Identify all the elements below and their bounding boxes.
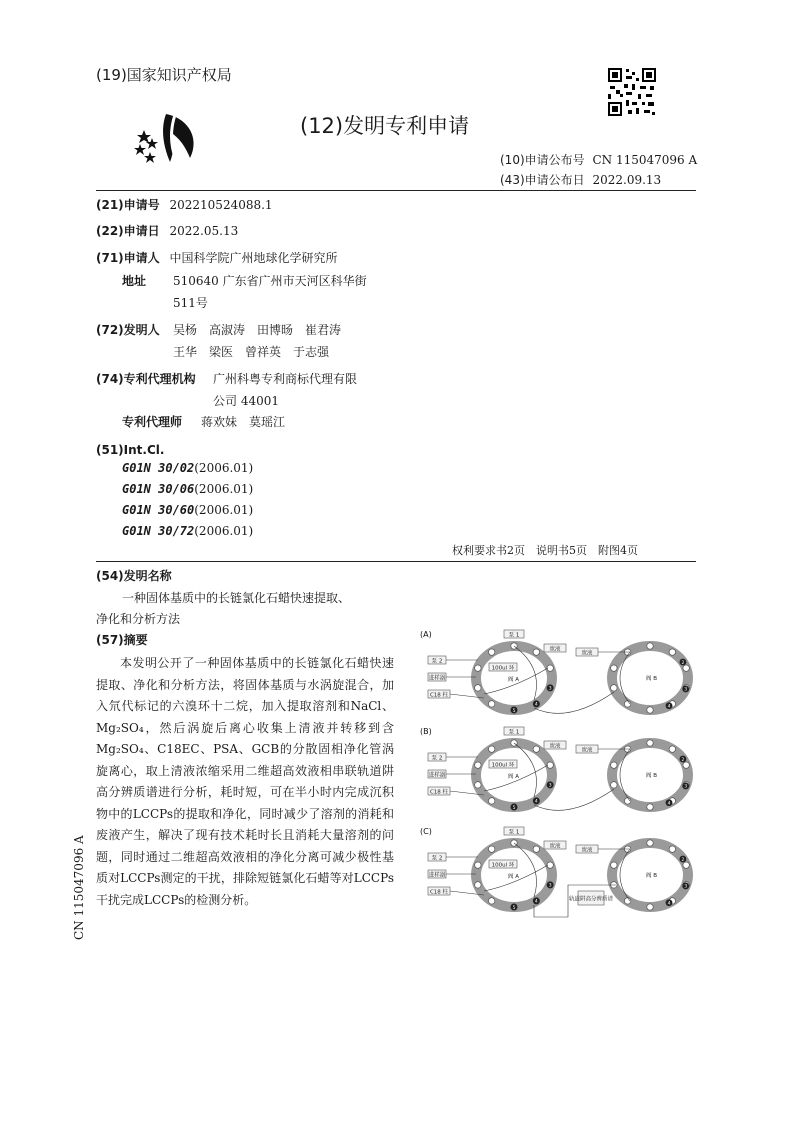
valve-b-ring-port — [647, 840, 653, 846]
c18-column-box-label: C18 柱 — [429, 692, 449, 699]
valve-b-port-number: 3 — [684, 687, 688, 693]
valve-b-ring-port — [611, 665, 617, 671]
agency-label: (74)专利代理机构 — [96, 372, 196, 386]
valve-b-ring-port — [683, 665, 689, 671]
app-no: 202210524088.1 — [169, 198, 273, 212]
side-pub-number: CN 115047096 A — [72, 835, 86, 940]
panel-label: (C) — [420, 827, 432, 836]
valve-a-ring-port — [533, 746, 539, 752]
cnipa-logo — [130, 108, 210, 168]
valve-a-ring-port — [488, 746, 494, 752]
agents: 蒋欢妹 莫瑶江 — [201, 415, 286, 429]
valve-a-label: 阀 A — [508, 874, 520, 880]
valve-a-ring-port — [488, 898, 494, 904]
address-label: 地址 — [122, 274, 147, 288]
c18-column-box-label: C18 柱 — [429, 889, 449, 896]
valve-b-port-number: 2 — [681, 757, 685, 763]
valve-b-ring-port — [647, 707, 653, 713]
valve-b-ring-port — [683, 762, 689, 768]
waste-box-label: 废液 — [581, 847, 593, 854]
valve-a-port-number: 5 — [512, 708, 516, 714]
pub-no-label: (10)申请公布号 — [500, 153, 585, 167]
ipc-entry: G01N 30/60(2006.01) — [122, 503, 254, 517]
waste-box-label: 废液 — [549, 743, 561, 750]
agent-label: 专利代理师 — [122, 415, 183, 429]
valve-a-port-number: 3 — [548, 883, 552, 889]
pump2-box-label: 泵 2 — [431, 755, 443, 762]
valve-a-ring-port — [475, 762, 481, 768]
valve-b-ring-port — [647, 740, 653, 746]
inventors-line2: 王华 梁医 曾祥英 于志强 — [173, 345, 330, 359]
valve-b-port-number: 2 — [681, 857, 685, 863]
valve-a-ring-port — [475, 685, 481, 691]
app-date-label: (22)申请日 — [96, 224, 160, 238]
inventors-line1: 吴杨 高淑涛 田博旸 崔君涛 — [173, 323, 342, 337]
loop-box-label: 100ul 环 — [491, 862, 515, 869]
valve-a-ring-port — [475, 665, 481, 671]
pump1-box-label: 泵 1 — [508, 729, 520, 736]
valve-b-port-number: 2 — [681, 660, 685, 666]
valve-b-ring-port — [611, 782, 617, 788]
valve-b-ring-port — [647, 804, 653, 810]
biblio-divider — [96, 561, 696, 562]
valve-a-port-number: 4 — [534, 702, 538, 708]
valve-a-ring-port — [488, 798, 494, 804]
valve-a-ring-port — [488, 846, 494, 852]
valve-b-ring-port — [647, 904, 653, 910]
valve-a-ring-port — [475, 882, 481, 888]
valve-a-label: 阀 A — [508, 774, 520, 780]
app-no-label: (21)申请号 — [96, 198, 160, 212]
valve-b-ring-port — [669, 649, 675, 655]
pub-date-label: (43)申请公布日 — [500, 173, 585, 187]
c18-column-box-label: C18 柱 — [429, 789, 449, 796]
ipc-entry: G01N 30/72(2006.01) — [122, 524, 254, 538]
waste-box-label: 废液 — [581, 747, 593, 754]
office-name: (19)国家知识产权局 — [96, 66, 232, 84]
ipc-entry: G01N 30/02(2006.01) — [122, 461, 254, 475]
applicant: 中国科学院广州地球化学研究所 — [169, 251, 338, 265]
valve-b-port-number: 4 — [667, 704, 671, 710]
pump1-box-label: 泵 1 — [508, 829, 520, 836]
pump2-box-label: 泵 2 — [431, 855, 443, 862]
injector-box-label: 进样器 — [428, 872, 446, 879]
ipc-label: (51)Int.Cl. — [96, 443, 165, 457]
address-line1: 510640 广东省广州市天河区科华街 — [173, 274, 367, 288]
applicant-label: (71)申请人 — [96, 251, 160, 265]
valve-a-ring-port — [533, 649, 539, 655]
ipc-entry: G01N 30/06(2006.01) — [122, 482, 254, 496]
waste-box-label: 废液 — [549, 646, 561, 653]
page-counts: 权利要求书2页 说明书5页 附图4页 — [452, 544, 638, 557]
valve-a-port-number: 4 — [534, 799, 538, 805]
agency-line1: 广州科粤专利商标代理有限 — [213, 372, 358, 386]
valve-a-label: 阀 A — [508, 677, 520, 683]
valve-switching-diagram — [418, 628, 700, 918]
injector-box-label: 进样器 — [428, 675, 446, 682]
valve-b-port-number: 3 — [684, 784, 688, 790]
valve-b-port-number: 4 — [667, 901, 671, 907]
valve-a-ring-port — [488, 649, 494, 655]
valve-a-port-number: 4 — [534, 899, 538, 905]
abstract-text: 本发明公开了一种固体基质中的长链氯化石蜡快速提取、净化和分析方法，将固体基质与水涡旋混合，加入氘代标记的六溴环十二烷，加入提取溶剂和NaCl、Mg₂SO₄，然后涡旋后离心收集上清液并转移到含Mg₂SO₄、C18EC、PSA、GCB的分散固相净化管涡旋离心，取上清液浓缩采用二维超高效液相串联轨道阱高分辨质谱进行分析，耗时短，可在半小时内完成沉积物中的LCCPs的提取和净化，同时减少了溶剂的消耗和废液产生，解决了现有技术耗时长且消耗大量溶剂的问题，同时通过二维超高效液相的净化分离可减少极性基质对LCCPs测定的干扰，排除短链氯化石蜡等对LCCPs干扰完成LCCPs的检测分析。 — [96, 656, 394, 907]
pub-no: CN 115047096 A — [592, 153, 698, 167]
valve-b-ring-port — [611, 685, 617, 691]
valve-b-label: 阀 B — [646, 873, 658, 879]
invention-title-line1: 一种固体基质中的长链氯化石蜡快速提取、 — [122, 591, 351, 605]
valve-a-port-number: 5 — [512, 905, 516, 911]
valve-b-label: 阀 B — [646, 773, 658, 779]
ms-box-label: 轨道阱高分辨质谱 — [568, 896, 614, 903]
valve-b-port-number: 3 — [684, 884, 688, 890]
valve-b-ring-port — [669, 846, 675, 852]
panel-label: (A) — [420, 630, 432, 639]
valve-b-ring-port — [683, 862, 689, 868]
agency-line2: 公司 44001 — [213, 394, 279, 408]
qr-code — [606, 66, 658, 118]
valve-a-port-number: 3 — [548, 686, 552, 692]
loop-box-label: 100ul 环 — [491, 762, 515, 769]
waste-box-label: 废液 — [581, 650, 593, 657]
injector-box-label: 进样器 — [428, 772, 446, 779]
app-date: 2022.05.13 — [169, 224, 239, 238]
panel-label: (B) — [420, 727, 432, 736]
inventors-label: (72)发明人 — [96, 323, 160, 337]
valve-a-port-number: 3 — [548, 783, 552, 789]
address-line2: 511号 — [173, 296, 208, 310]
valve-a-ring-port — [475, 782, 481, 788]
pump2-box-label: 泵 2 — [431, 658, 443, 665]
valve-a-ring-port — [488, 701, 494, 707]
abstract-label: (57)摘要 — [96, 633, 148, 647]
valve-b-ring-port — [611, 762, 617, 768]
loop-box-label: 100ul 环 — [491, 665, 515, 672]
pub-date: 2022.09.13 — [592, 173, 662, 187]
valve-b-ring-port — [611, 862, 617, 868]
document-type: (12)发明专利申请 — [300, 114, 470, 138]
valve-a-ring-port — [533, 846, 539, 852]
waste-box-label: 废液 — [549, 843, 561, 850]
pump1-box-label: 泵 1 — [508, 632, 520, 639]
valve-b-label: 阀 B — [646, 676, 658, 682]
valve-b-ring-port — [669, 746, 675, 752]
valve-b-port-number: 4 — [667, 801, 671, 807]
valve-a-port-number: 5 — [512, 805, 516, 811]
invention-title-line2: 净化和分析方法 — [96, 612, 181, 626]
title-label: (54)发明名称 — [96, 569, 172, 583]
valve-a-ring-port — [475, 862, 481, 868]
valve-b-ring-port — [647, 643, 653, 649]
header-divider — [96, 190, 696, 191]
